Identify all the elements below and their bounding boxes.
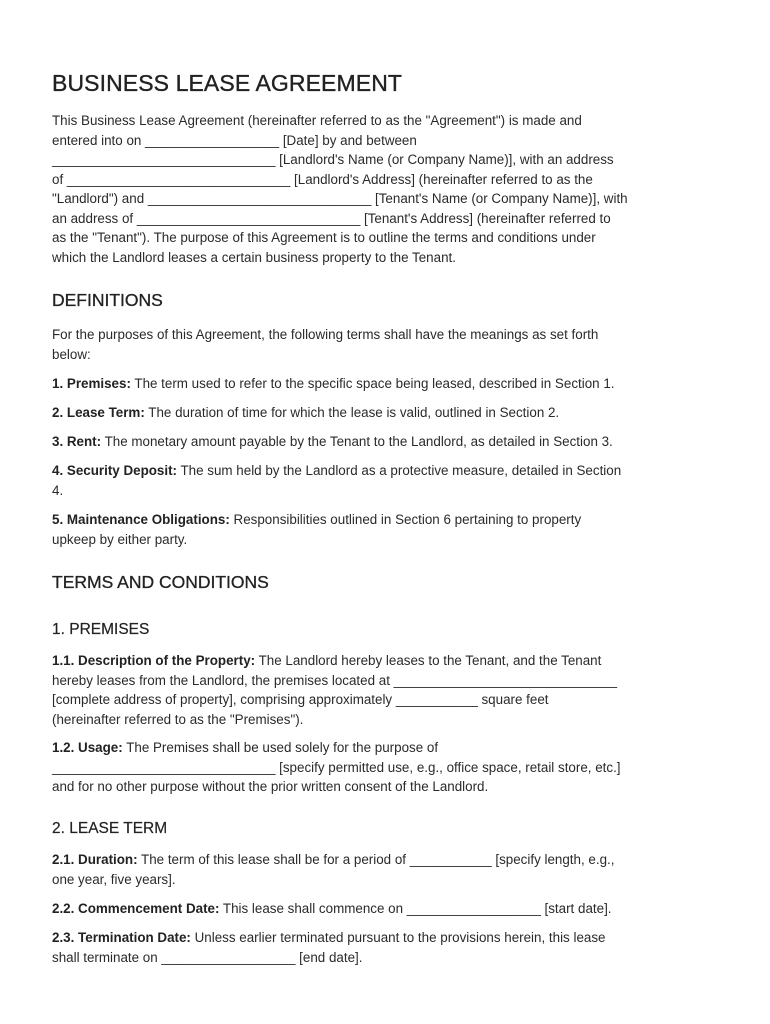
intro-line: entered into on __________________ [Date] by and between (52, 132, 417, 148)
clause-1-2 (52, 738, 720, 797)
clause-text: (hereinafter referred to as the "Premises"). (52, 711, 304, 727)
intro-line: This Business Lease Agreement (hereinafter referred to as the "Agreement") is made and (52, 113, 582, 128)
clause-2-1 (52, 850, 720, 889)
clause-text: Unless earlier terminated pursuant to the provisions herein, this lease (190, 930, 606, 945)
clause-2-3 (52, 928, 720, 967)
premises-heading: 1. PREMISES (52, 621, 150, 638)
definitions-intro-line: below: (52, 346, 91, 362)
intro-paragraph (52, 111, 720, 267)
definition-item-maintenance (52, 510, 720, 549)
clause-text: The Landlord hereby leases to the Tenant, and the Tenant (255, 653, 602, 668)
clause-text: one year, five years]. (52, 871, 176, 887)
document-title: BUSINESS LEASE AGREEMENT (52, 70, 403, 96)
definition-text: The duration of time for which the lease is valid, outlined in Section 2. (144, 405, 560, 420)
clause-text: The Premises shall be used solely for the purpose of (122, 740, 439, 755)
definition-text: The monetary amount payable by the Tenant to the Landlord, as detailed in Section 3. (101, 434, 613, 449)
definition-item-lease-term (52, 403, 720, 423)
intro-line: ______________________________ [Landlord's Name (or Company Name)], with an address (52, 152, 614, 167)
definition-item-premises (52, 374, 720, 394)
clause-text: shall terminate on __________________ [end date]. (52, 949, 363, 965)
clause-term: 1.2. Usage: (52, 740, 123, 755)
definition-term: 5. Maintenance Obligations: (52, 512, 230, 527)
clause-term: 2.2. Commencement Date: (52, 901, 220, 916)
definition-term: 1. Premises: (52, 376, 131, 391)
intro-line: "Landlord") and ______________________________ [Tenant's Name (or Company Name)], with (52, 191, 628, 206)
definition-term: 3. Rent: (52, 434, 102, 449)
definition-item-security-deposit (52, 461, 720, 500)
clause-text: [complete address of property], comprising approximately ___________ square feet (52, 692, 549, 707)
definitions-heading: DEFINITIONS (52, 290, 163, 310)
clause-text: and for no other purpose without the prior written consent of the Landlord. (52, 779, 489, 794)
clause-term: 2.3. Termination Date: (52, 930, 191, 945)
definitions-intro-line: For the purposes of this Agreement, the following terms shall have the meanings as set forth (52, 327, 599, 342)
definitions-intro (52, 325, 720, 364)
definition-term: 4. Security Deposit: (52, 463, 178, 478)
definition-text: upkeep by either party. (52, 531, 188, 547)
clause-text: The term of this lease shall be for a period of ___________ [specify length, e.g., (137, 852, 615, 867)
intro-line: of ______________________________ [Landlord's Address] (hereinafter referred to as the (52, 171, 593, 187)
definition-term: 2. Lease Term: (52, 405, 145, 420)
clause-1-1 (52, 651, 720, 729)
terms-heading: TERMS AND CONDITIONS (52, 572, 269, 592)
intro-line: which the Landlord leases a certain business property to the Tenant. (52, 249, 456, 265)
clause-text: This lease shall commence on __________________ [start date]. (219, 901, 612, 916)
lease-term-heading: 2. LEASE TERM (52, 820, 168, 837)
definition-text: 4. (52, 482, 64, 498)
clause-text: ______________________________ [specify permitted use, e.g., office space, retail store, etc.] (52, 759, 621, 775)
clause-2-2 (52, 899, 720, 919)
definition-item-rent (52, 432, 720, 452)
clause-term: 1.1. Description of the Property: (52, 653, 256, 668)
clause-term: 2.1. Duration: (52, 852, 138, 867)
definition-text: The sum held by the Landlord as a protective measure, detailed in Section (177, 463, 622, 478)
intro-line: an address of ______________________________ [Tenant's Address] (hereinafter referred to (52, 210, 611, 226)
intro-line: as the "Tenant"). The purpose of this Agreement is to outline the terms and conditions under (52, 230, 596, 245)
definition-text: The term used to refer to the specific space being leased, described in Section 1. (130, 376, 615, 391)
clause-text: hereby leases from the Landlord, the premises located at ______________________________ (52, 672, 618, 688)
definition-text: Responsibilities outlined in Section 6 pertaining to property (229, 512, 582, 527)
